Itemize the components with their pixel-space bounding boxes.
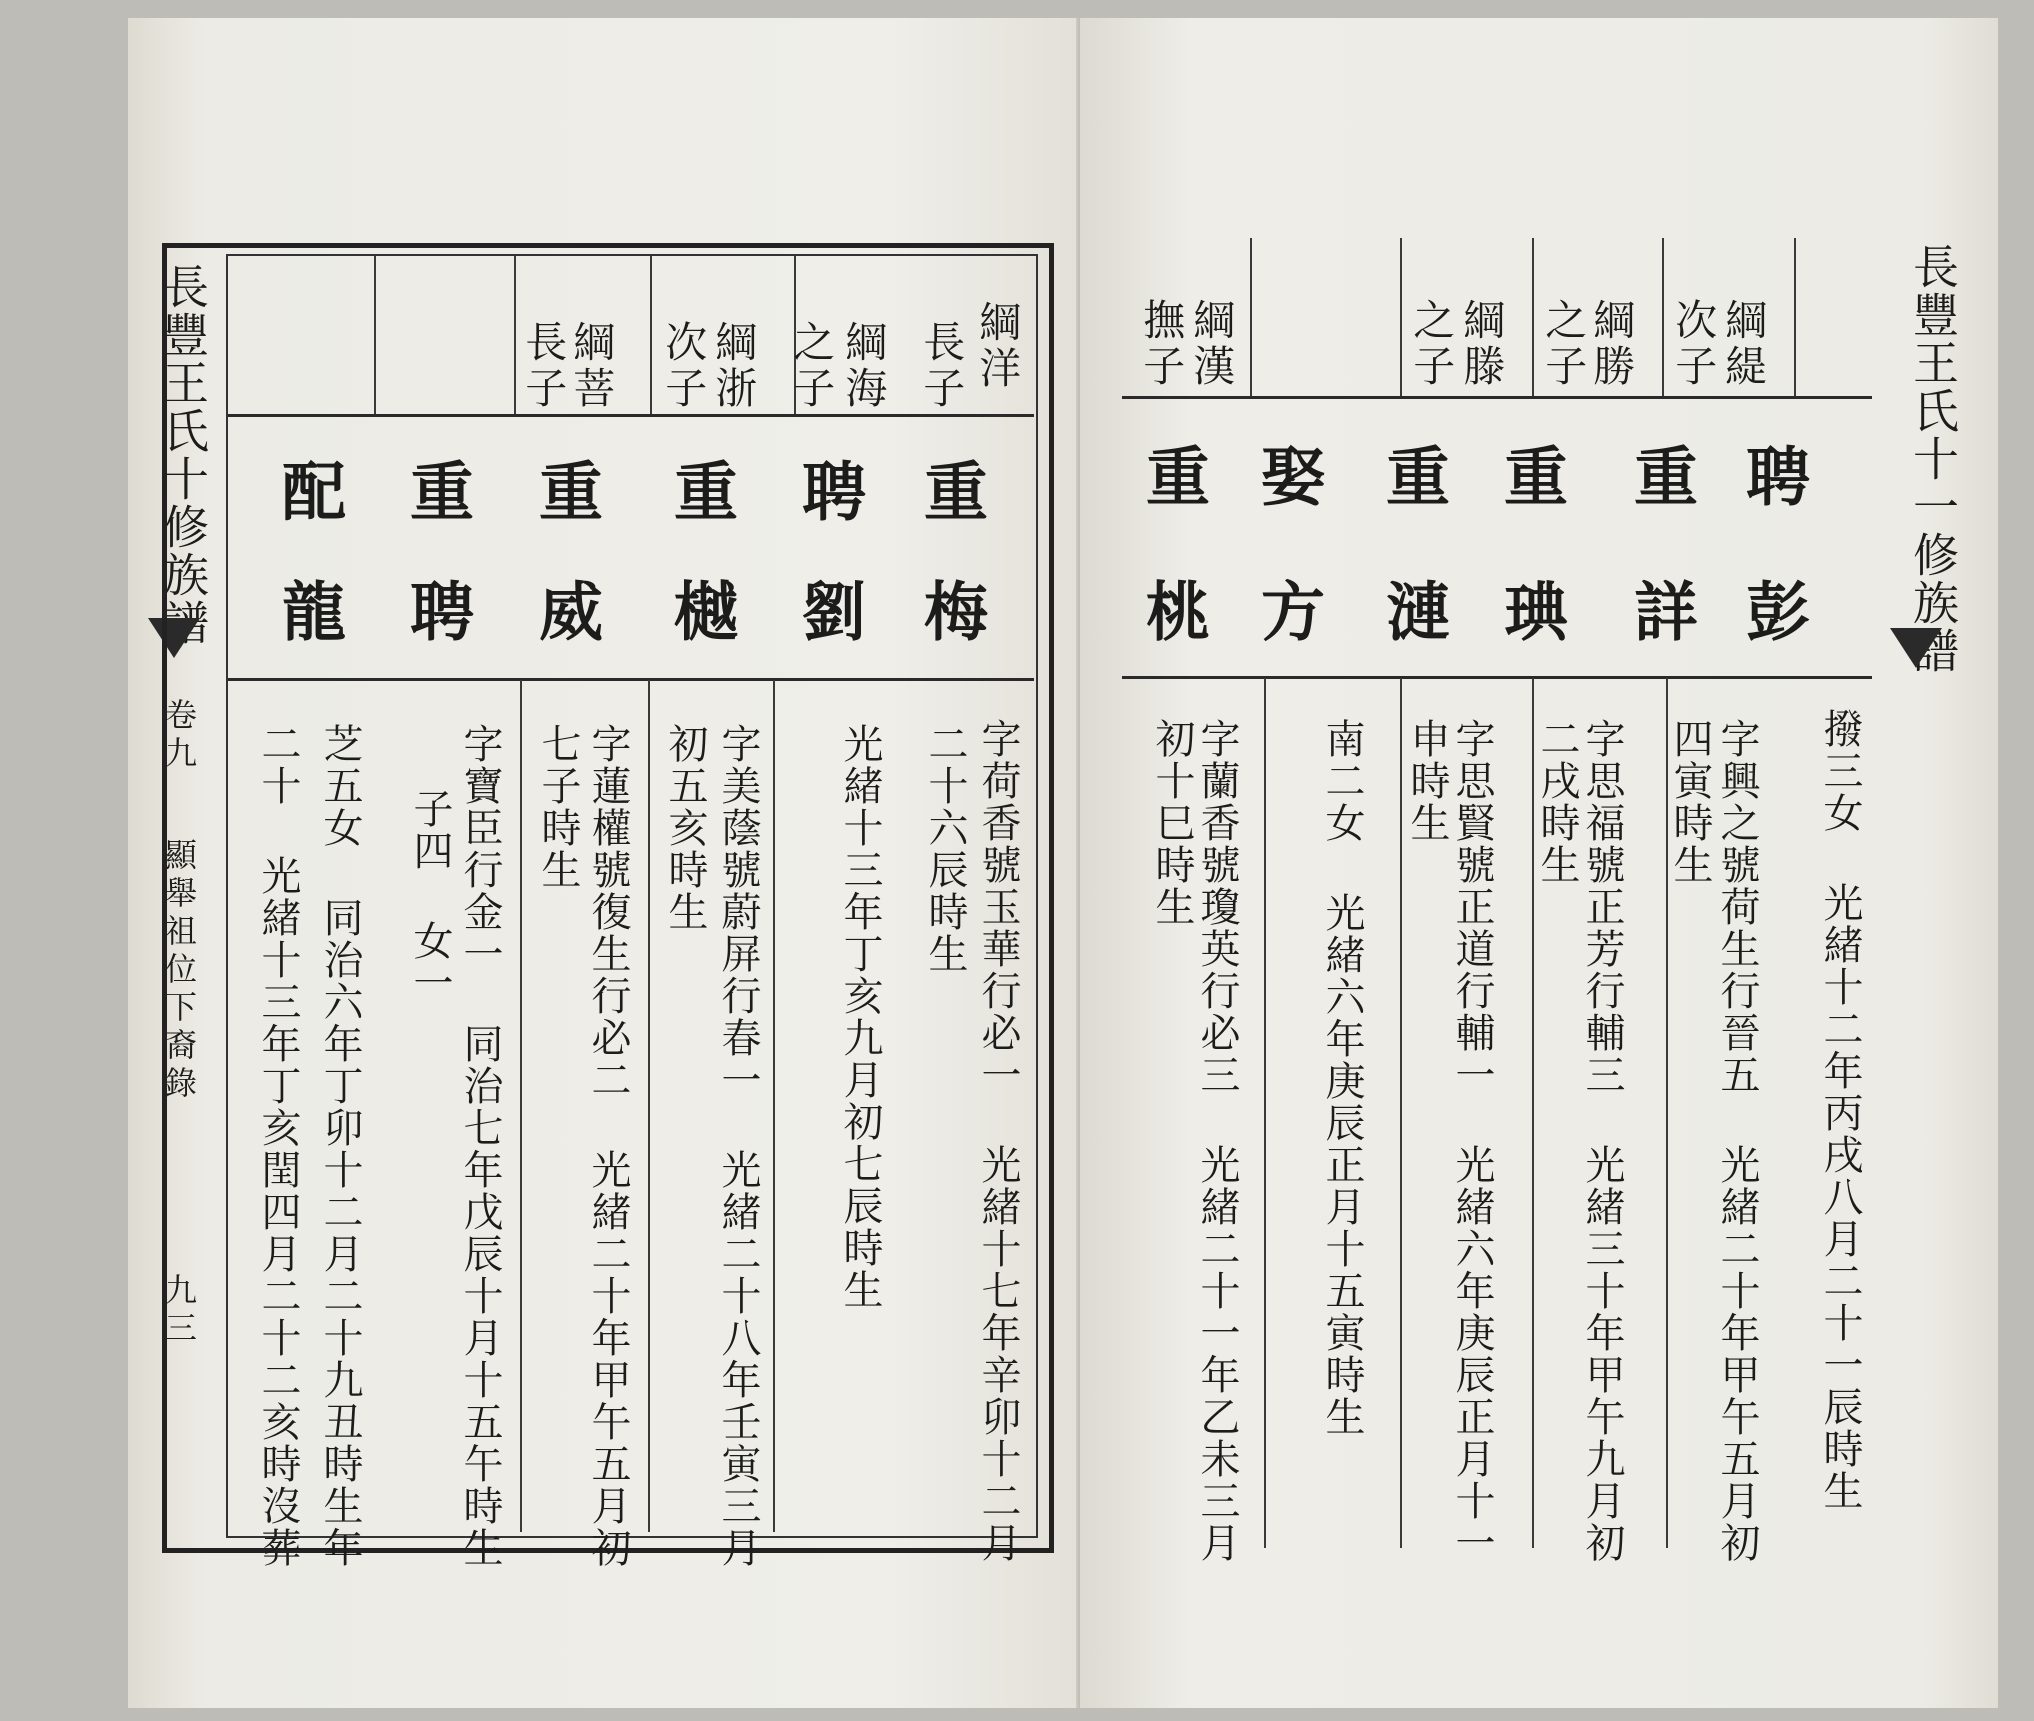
entry-bio: 二戌時生 (1534, 718, 1580, 886)
open-book (128, 18, 1998, 1708)
left-bio-column-line (773, 680, 775, 1532)
entry-name: 重 (1623, 443, 1698, 537)
entry-name: 劉 (791, 578, 866, 672)
right-name-divider (1122, 676, 1872, 679)
entry-bio: 字荷香號玉華行必一 光緒十七年辛卯十二月 (975, 718, 1021, 1564)
entry-bio: 字興之號荷生行晉五 光緒二十年甲午五月初 (1714, 718, 1760, 1564)
entry-name: 龍 (271, 578, 346, 672)
entry-bio: 子四 女一 (407, 788, 453, 1004)
entry-relation: 綱洋 (973, 300, 1023, 392)
entry-name: 娶 (1250, 443, 1325, 537)
right-relation-column-line (1662, 238, 1664, 396)
entry-bio: 申時生 (1404, 718, 1450, 844)
entry-name: 彭 (1735, 578, 1810, 672)
entry-relation: 綱漢 (1187, 298, 1237, 390)
left-name-divider (228, 678, 1034, 681)
entry-bio: 撥三女 光緒十二年丙戌八月二十一辰時生 (1817, 708, 1863, 1512)
entry-name: 重 (1375, 443, 1450, 537)
entry-relation: 次子 (1669, 298, 1719, 390)
right-margin-title: 長豐王氏十一修族譜 (1906, 243, 1960, 675)
left-margin-volume: 卷九 (160, 698, 198, 774)
right-relation-divider (1122, 396, 1872, 399)
entry-relation: 綱緹 (1719, 298, 1769, 390)
entry-name: 重 (399, 458, 474, 552)
entry-bio: 初五亥時生 (662, 723, 708, 933)
entry-bio: 二十 光緒十三年丁亥閏四月二十二亥時沒葬 (255, 723, 301, 1569)
entry-bio: 字蘭香號瓊英行必三 光緒二十一年乙未三月 (1194, 718, 1240, 1564)
right-bio-column-line (1400, 678, 1402, 1548)
entry-name: 配 (271, 458, 346, 552)
left-page (128, 18, 1080, 1708)
entry-relation: 綱滕 (1457, 298, 1507, 390)
right-relation-column-line (1532, 238, 1534, 396)
entry-bio: 芝五女 同治六年丁卯十二月二十九丑時生年 (317, 723, 363, 1569)
entry-name: 桃 (1135, 578, 1210, 672)
entry-relation: 長子 (917, 320, 967, 412)
right-page (1080, 18, 1998, 1708)
entry-name: 重 (1135, 443, 1210, 537)
entry-bio: 初十巳時生 (1149, 718, 1195, 928)
entry-relation: 撫子 (1137, 298, 1187, 390)
left-bio-column-line (648, 680, 650, 1532)
entry-bio: 字思福號正芳行輔三 光緒三十年甲午九月初 (1579, 718, 1625, 1564)
entry-name: 重 (1493, 443, 1568, 537)
entry-name: 漣 (1375, 578, 1450, 672)
entry-name: 梅 (913, 578, 988, 672)
left-page-number: 九三 (160, 1273, 198, 1349)
entry-name: 聘 (1735, 443, 1810, 537)
right-relation-column-line (1250, 238, 1252, 396)
entry-name: 琠 (1493, 578, 1568, 672)
right-relation-column-line (1400, 238, 1402, 396)
entry-bio: 字思賢號正道行輔一 光緒六年庚辰正月十一 (1449, 718, 1495, 1564)
entry-relation: 綱菩 (567, 320, 617, 412)
entry-name: 重 (663, 458, 738, 552)
entry-name: 威 (528, 578, 603, 672)
entry-bio: 光緒十三年丁亥九月初七辰時生 (837, 723, 883, 1311)
entry-name: 詳 (1623, 578, 1698, 672)
entry-name: 樾 (663, 578, 738, 672)
left-relation-column-line (514, 256, 516, 414)
entry-bio: 南二女 光緒六年庚辰正月十五寅時生 (1319, 718, 1365, 1438)
left-margin-section: 顯舉祖位下裔錄 (160, 838, 198, 1104)
entry-bio: 字寶臣行金一 同治七年戊辰十月十五午時生 (457, 723, 503, 1569)
entry-relation: 綱勝 (1587, 298, 1637, 390)
entry-relation: 之子 (787, 320, 837, 412)
entry-relation: 長子 (519, 320, 569, 412)
entry-name: 方 (1250, 578, 1325, 672)
entry-name: 聘 (791, 458, 866, 552)
entry-name: 聘 (399, 578, 474, 672)
entry-name: 重 (528, 458, 603, 552)
entry-relation: 次子 (659, 320, 709, 412)
entry-relation: 之子 (1407, 298, 1457, 390)
left-relation-divider (228, 414, 1034, 417)
entry-bio: 七子時生 (535, 723, 581, 891)
entry-bio: 字蓮權號復生行必二 光緒二十年甲午五月初 (585, 723, 631, 1569)
entry-relation: 綱浙 (709, 320, 759, 412)
left-relation-column-line (374, 256, 376, 414)
entry-bio: 字美蔭號蔚屏行春一 光緒二十八年壬寅三月 (715, 723, 761, 1569)
left-bio-column-line (520, 680, 522, 1532)
right-bio-column-line (1264, 678, 1266, 1548)
entry-relation: 綱海 (839, 320, 889, 412)
left-margin-title: 長豐王氏十修族譜 (156, 263, 210, 647)
left-relation-column-line (650, 256, 652, 414)
right-relation-column-line (1794, 238, 1796, 396)
entry-name: 重 (913, 458, 988, 552)
entry-bio: 二十六辰時生 (922, 723, 968, 975)
entry-relation: 之子 (1539, 298, 1589, 390)
right-fold-mark (1890, 628, 1942, 668)
entry-bio: 四寅時生 (1667, 718, 1713, 886)
